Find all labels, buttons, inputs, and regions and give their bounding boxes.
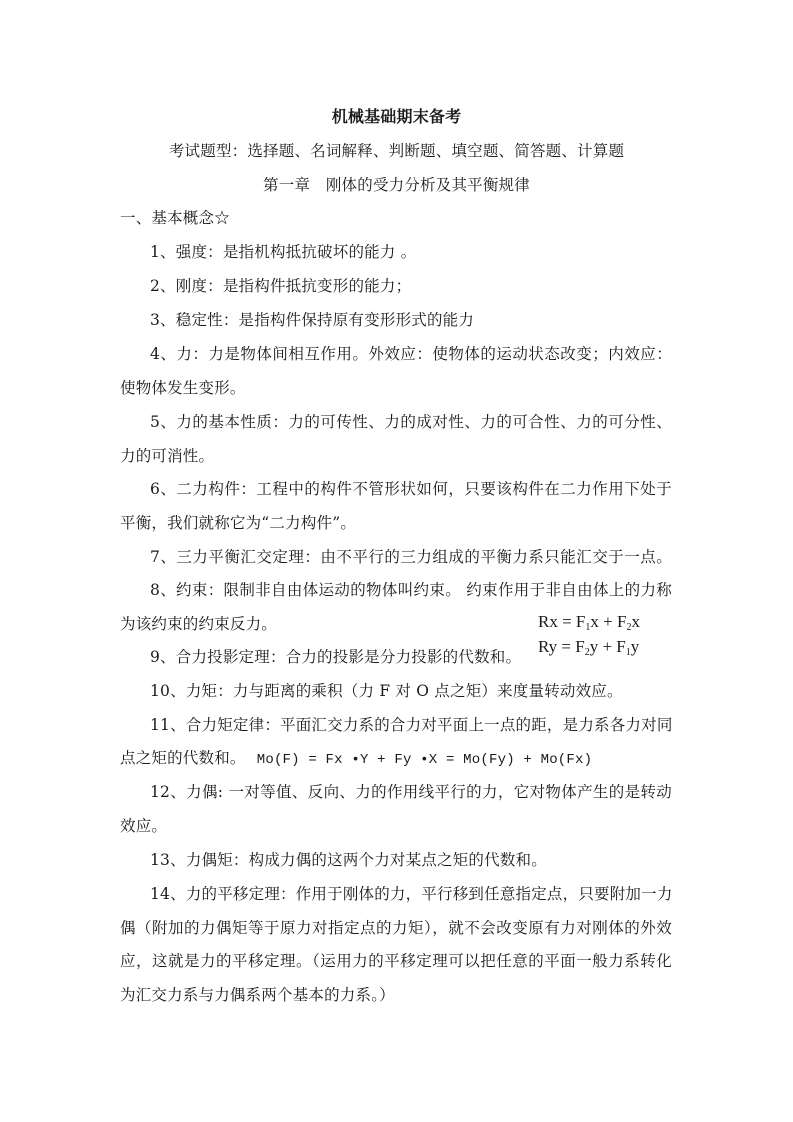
item-couple: 12、力偶: 一对等值、反向、力的作用线平行的力，它对物体产生的是转动 <box>150 783 672 801</box>
document-title: 机械基础期末备考 <box>331 107 462 126</box>
item-translation-theorem-cont3: 为汇交力系与力偶系两个基本的力系。） <box>120 986 395 1004</box>
item-constraint-cont: 为该约束的约束反力。 <box>120 615 278 633</box>
formula-rx-end: x <box>631 612 640 631</box>
formula-rx-sub2: 2 <box>626 622 632 633</box>
section-heading: 一、基本概念☆ <box>120 209 230 227</box>
item-resultant-moment-theorem-cont <box>120 748 592 770</box>
item-translation-theorem-cont2: 应，这就是力的平移定理。（运用力的平移定理可以把任意的平面一般力系转化 <box>120 952 672 970</box>
item-force-properties: 5、力的基本性质：力的可传性、力的成对性、力的可合性、力的可分性、 <box>150 413 672 431</box>
formula-rx <box>538 612 640 638</box>
item-three-force-theorem: 7、三力平衡汇交定理：由不平行的三力组成的平衡力系只能汇交于一点。 <box>150 548 672 566</box>
chapter-heading: 第一章 刚体的受力分析及其平衡规律 <box>263 176 530 194</box>
item-couple-moment: 13、力偶矩：构成力偶的这两个力对某点之矩的代数和。 <box>150 851 547 869</box>
item-two-force-member: 6、二力构件：工程中的构件不管形状如何，只要该构件在二力作用下处于 <box>150 480 672 498</box>
formula-ry-mid: y + F <box>589 637 626 656</box>
formula-moment: Mo(F) = Fx •Y + Fy •X = Mo(Fy) + Mo(Fx) <box>256 752 593 768</box>
item-couple-cont: 效应。 <box>120 817 168 835</box>
formula-ry <box>538 637 639 663</box>
item-moment: 10、力矩：力与距离的乘积（力 F 对 O 点之矩）来度量转动效应。 <box>150 682 623 700</box>
formula-ry-end: y <box>630 637 640 656</box>
item-stability: 3、稳定性：是指构件保持原有变形形式的能力 <box>150 311 475 329</box>
item-resultant-moment-theorem: 11、合力矩定律：平面汇交力系的合力对平面上一点的距，是力系各力对同 <box>150 716 673 734</box>
item-resultant-moment-text: 点之矩的代数和。 <box>120 749 246 767</box>
formula-ry-sub2: 1 <box>625 647 631 658</box>
formula-rx-mid: x + F <box>590 612 627 631</box>
item-force-cont: 使物体发生变形。 <box>120 379 246 397</box>
item-strength: 1、强度：是指机构抵抗破坏的能力 。 <box>150 243 417 261</box>
item-translation-theorem: 14、力的平移定理：作用于刚体的力，平行移到任意指定点，只要附加一力 <box>150 885 673 903</box>
item-force-properties-cont: 力的可消性。 <box>120 447 215 465</box>
formula-ry-lhs: Ry = F <box>538 637 585 656</box>
item-translation-theorem-cont1: 偶（附加的力偶矩等于原力对指定点的力矩），就不会改变原有力对刚体的外效 <box>120 919 672 937</box>
item-force: 4、力：力是物体间相互作用。外效应：使物体的运动状态改变；内效应： <box>150 345 672 363</box>
item-projection-theorem: 9、合力投影定理：合力的投影是分力投影的代数和。 <box>150 648 522 666</box>
formula-ry-sub1: 2 <box>584 647 590 658</box>
item-constraint: 8、约束：限制非自由体运动的物体叫约束。 约束作用于非自由体上的力称 <box>150 581 672 599</box>
item-stiffness: 2、刚度：是指构件抵抗变形的能力； <box>150 277 412 295</box>
item-two-force-member-cont: 平衡，我们就称它为“二力构件”。 <box>120 514 357 532</box>
formula-rx-lhs: Rx = F <box>538 612 586 631</box>
exam-types: 考试题型：选择题、名词解释、判断题、填空题、简答题、计算题 <box>168 142 625 160</box>
formula-rx-sub1: 1 <box>585 622 591 633</box>
